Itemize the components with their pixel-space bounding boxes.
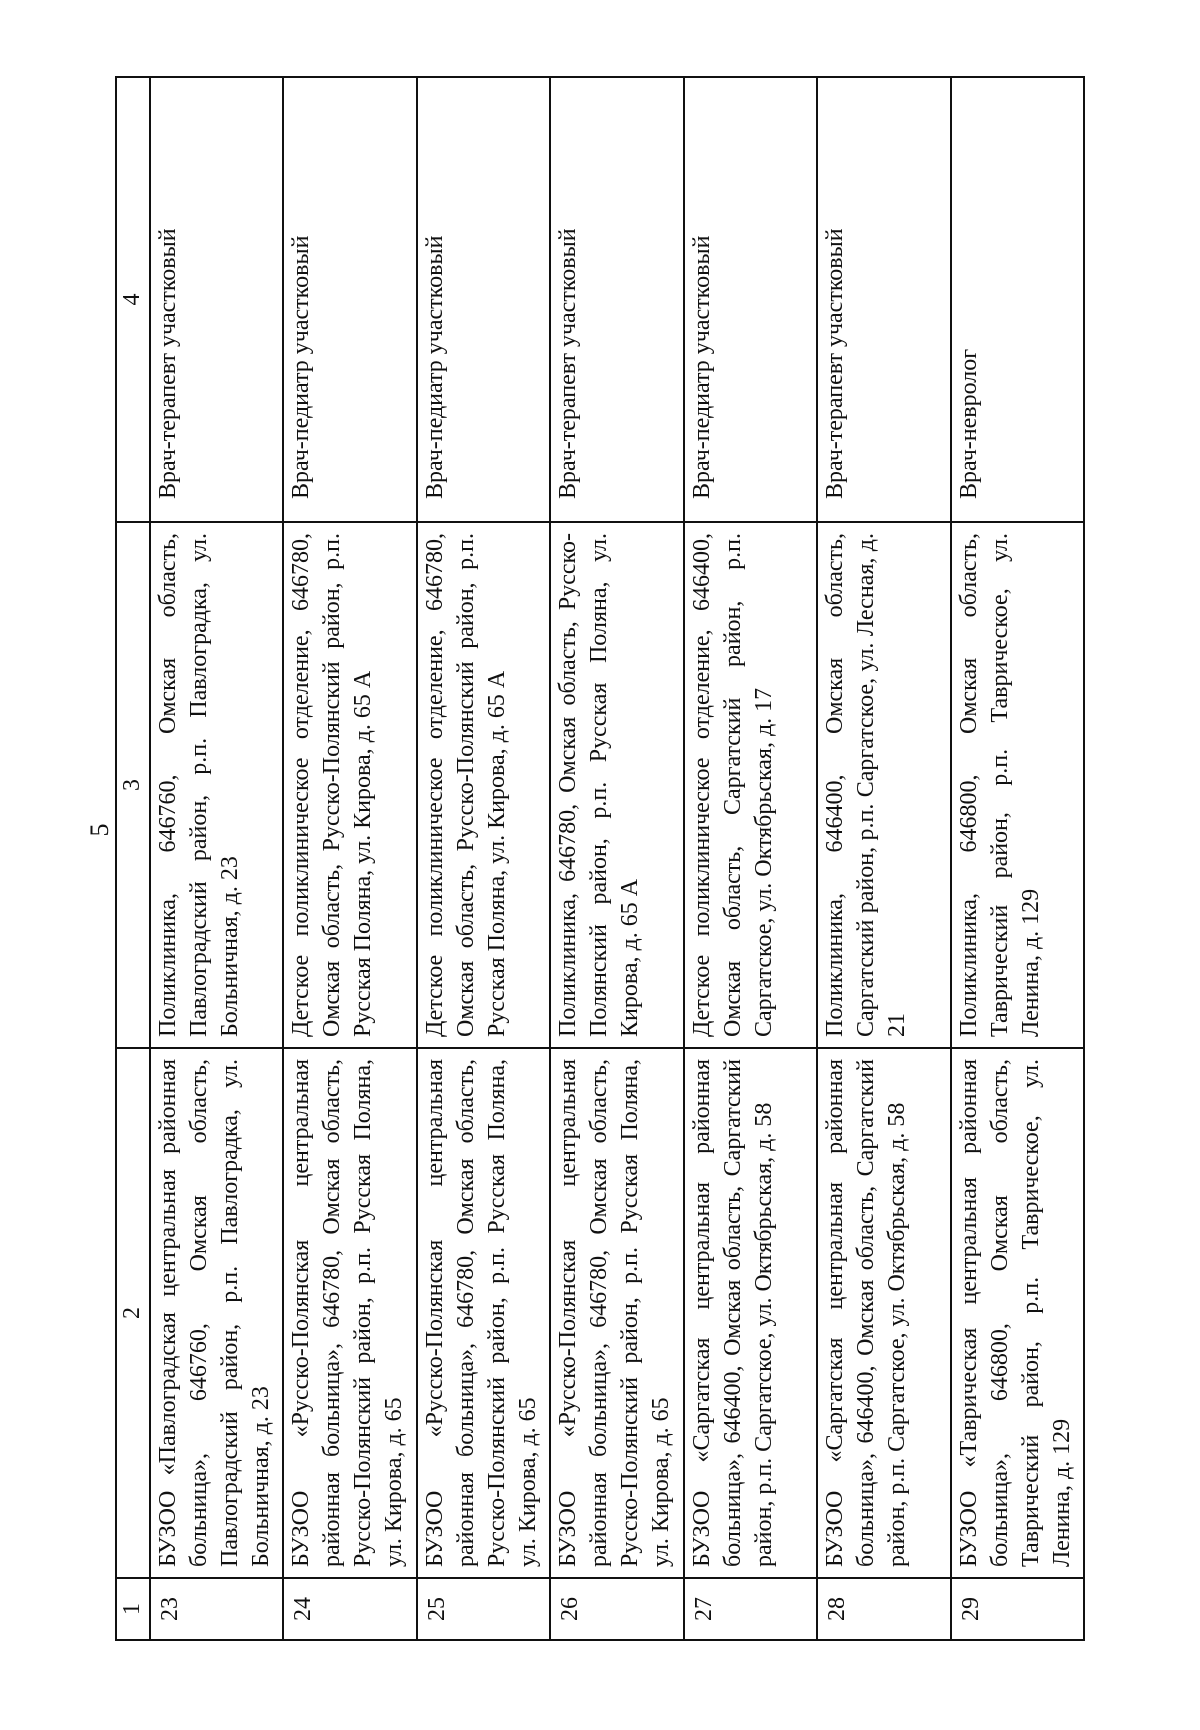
table-row <box>550 77 683 1640</box>
organization-cell: БУЗОО «Саргатская центральная районная больница», 646400, Омская область, Саргатский район, р.п. Саргатское, ул. Октябрьская, д. 58 <box>817 1048 950 1578</box>
row-number: 25 <box>417 1578 550 1640</box>
column-header-4: 4 <box>116 77 150 522</box>
position-cell: Врач-педиатр участковый <box>684 77 817 522</box>
position-cell: Врач-терапевт участковый <box>150 77 283 522</box>
column-header-1: 1 <box>116 1578 150 1640</box>
organization-cell: БУЗОО «Таврическая центральная районная больница», 646800, Омская область, Таврический район, р.п. Таврическое, ул. Ленина, д. 129 <box>951 1048 1084 1578</box>
organization-cell: БУЗОО «Русско-Полянская центральная районная больница», 646780, Омская область, Русско-Полянский район, р.п. Русская Поляна, ул. Кирова, д. 65 <box>283 1048 416 1578</box>
row-number: 29 <box>951 1578 1084 1640</box>
row-number: 26 <box>550 1578 683 1640</box>
row-number: 27 <box>684 1578 817 1640</box>
rotated-table-wrapper <box>115 78 1085 1641</box>
position-cell: Врач-педиатр участковый <box>417 77 550 522</box>
row-number: 23 <box>150 1578 283 1640</box>
column-header-2: 2 <box>116 1048 150 1578</box>
department-cell: Детское поликлиническое отделение, 646780, Омская область, Русско-Полянский район, р.п. Русская Поляна, ул. Кирова, д. 65 А <box>417 522 550 1048</box>
position-cell: Врач-невролог <box>951 77 1084 522</box>
table-row <box>951 77 1084 1640</box>
department-cell: Детское поликлиническое отделение, 646780, Омская область, Русско-Полянский район, р.п. Русская Поляна, ул. Кирова, д. 65 А <box>283 522 416 1048</box>
department-cell: Поликлиника, 646760, Омская область, Павлоградский район, р.п. Павлоградка, ул. Больничная, д. 23 <box>150 522 283 1048</box>
organization-cell: БУЗОО «Русско-Полянская центральная районная больница», 646780, Омская область, Русско-Полянский район, р.п. Русская Поляна, ул. Кирова, д. 65 <box>417 1048 550 1578</box>
table-row <box>150 77 283 1640</box>
table-row <box>283 77 416 1640</box>
table-row <box>417 77 550 1640</box>
table-row <box>817 77 950 1640</box>
department-cell: Поликлиника, 646800, Омская область, Таврический район, р.п. Таврическое, ул. Ленина, д. 129 <box>951 522 1084 1048</box>
organization-cell: БУЗОО «Павлоградская центральная районная больница», 646760, Омская область, Павлоградский район, р.п. Павлоградка, ул. Больничная, д. 23 <box>150 1048 283 1578</box>
organization-cell: БУЗОО «Саргатская центральная районная больница», 646400, Омская область, Саргатский район, р.п. Саргатское, ул. Октябрьская, д. 58 <box>684 1048 817 1578</box>
table-row <box>684 77 817 1640</box>
page-number: 5 <box>85 823 114 837</box>
position-cell: Врач-педиатр участковый <box>283 77 416 522</box>
row-number: 28 <box>817 1578 950 1640</box>
department-cell: Поликлиника, 646780, Омская область, Русско-Полянский район, р.п. Русская Поляна, ул. Кирова, д. 65 А <box>550 522 683 1048</box>
table-header-row <box>116 77 150 1640</box>
vacancies-table <box>115 76 1085 1641</box>
department-cell: Детское поликлиническое отделение, 646400, Омская область, Саргатский район, р.п. Саргатское, ул. Октябрьская, д. 17 <box>684 522 817 1048</box>
row-number: 24 <box>283 1578 416 1640</box>
department-cell: Поликлиника, 646400, Омская область, Саргатский район, р.п. Саргатское, ул. Лесная, д. 21 <box>817 522 950 1048</box>
organization-cell: БУЗОО «Русско-Полянская центральная районная больница», 646780, Омская область, Русско-Полянский район, р.п. Русская Поляна, ул. Кирова, д. 65 <box>550 1048 683 1578</box>
position-cell: Врач-терапевт участковый <box>550 77 683 522</box>
position-cell: Врач-терапевт участковый <box>817 77 950 522</box>
column-header-3: 3 <box>116 522 150 1048</box>
